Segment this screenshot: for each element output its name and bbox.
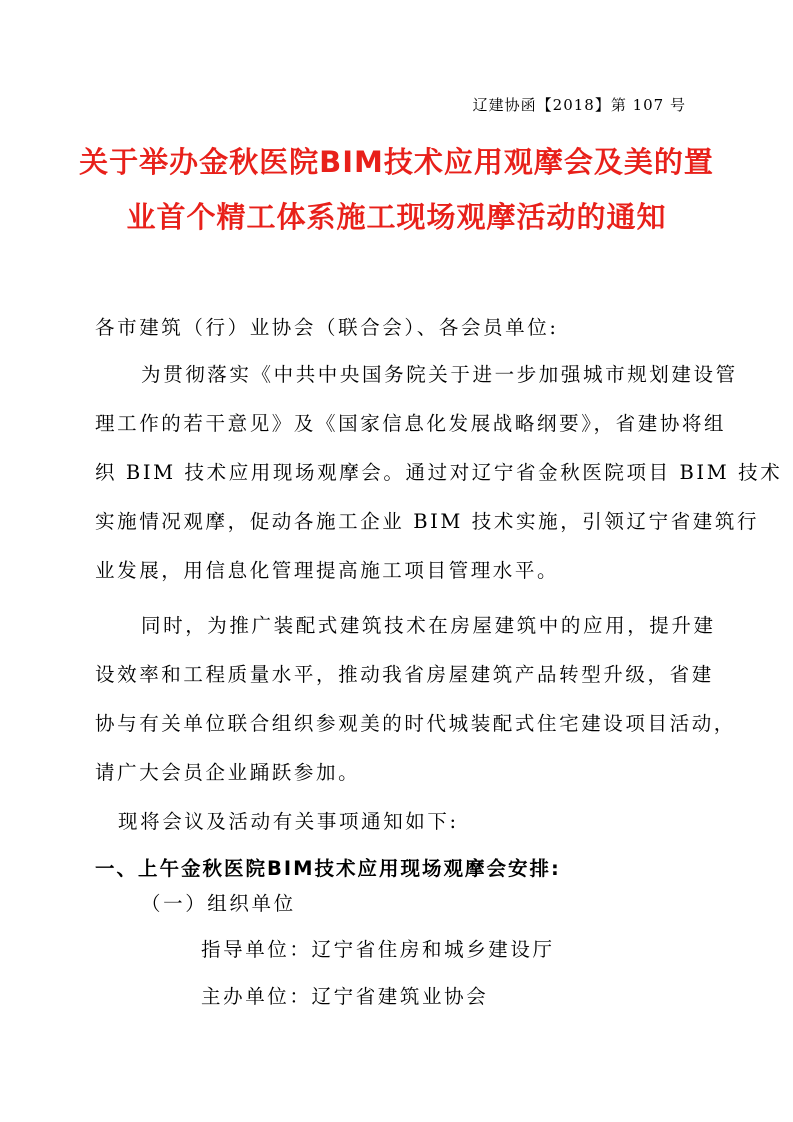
host-unit: 主办单位：辽宁省建筑业协会 xyxy=(201,985,489,1008)
subsection-1-heading: （一）组织单位 xyxy=(141,892,296,915)
section-1-heading: 一、上午金秋医院BIM技术应用现场观摩会安排: xyxy=(95,857,561,880)
title-line-2: 业首个精工体系施工现场观摩活动的通知 xyxy=(126,200,667,234)
paragraph-1-line-5: 业发展，用信息化管理提高施工项目管理水平。 xyxy=(95,559,560,582)
paragraph-2-line-3: 协与有关单位联合组织参观美的时代城装配式住宅建设项目活动， xyxy=(95,712,736,735)
paragraph-2-line-1: 同时，为推广装配式建筑技术在房屋建筑中的应用，提升建 xyxy=(141,614,716,637)
guiding-unit: 指导单位：辽宁省住房和城乡建设厅 xyxy=(201,938,555,961)
paragraph-2-line-2: 设效率和工程质量水平，推动我省房屋建筑产品转型升级，省建 xyxy=(95,663,714,686)
paragraph-1-line-3: 织 BIM 技术应用现场观摩会。通过对辽宁省金秋医院项目 BIM 技术 xyxy=(95,461,783,484)
paragraph-2-line-4: 请广大会员企业踊跃参加。 xyxy=(95,761,361,784)
title-line-1: 关于举办金秋医院BIM技术应用观摩会及美的置 xyxy=(79,145,714,179)
paragraph-1-line-1: 为贯彻落实《中共中央国务院关于进一步加强城市规划建设管 xyxy=(141,363,738,386)
paragraph-3: 现将会议及活动有关事项通知如下: xyxy=(118,810,459,833)
salutation: 各市建筑（行）业协会（联合会）、各会员单位: xyxy=(95,316,559,339)
document-number: 辽建协函【2018】第 107 号 xyxy=(472,96,686,114)
paragraph-1-line-4: 实施情况观摩，促动各施工企业 BIM 技术实施，引领辽宁省建筑行 xyxy=(95,510,760,533)
paragraph-1-line-2: 理工作的若干意见》及《国家信息化发展战略纲要》，省建协将组 xyxy=(95,412,727,435)
